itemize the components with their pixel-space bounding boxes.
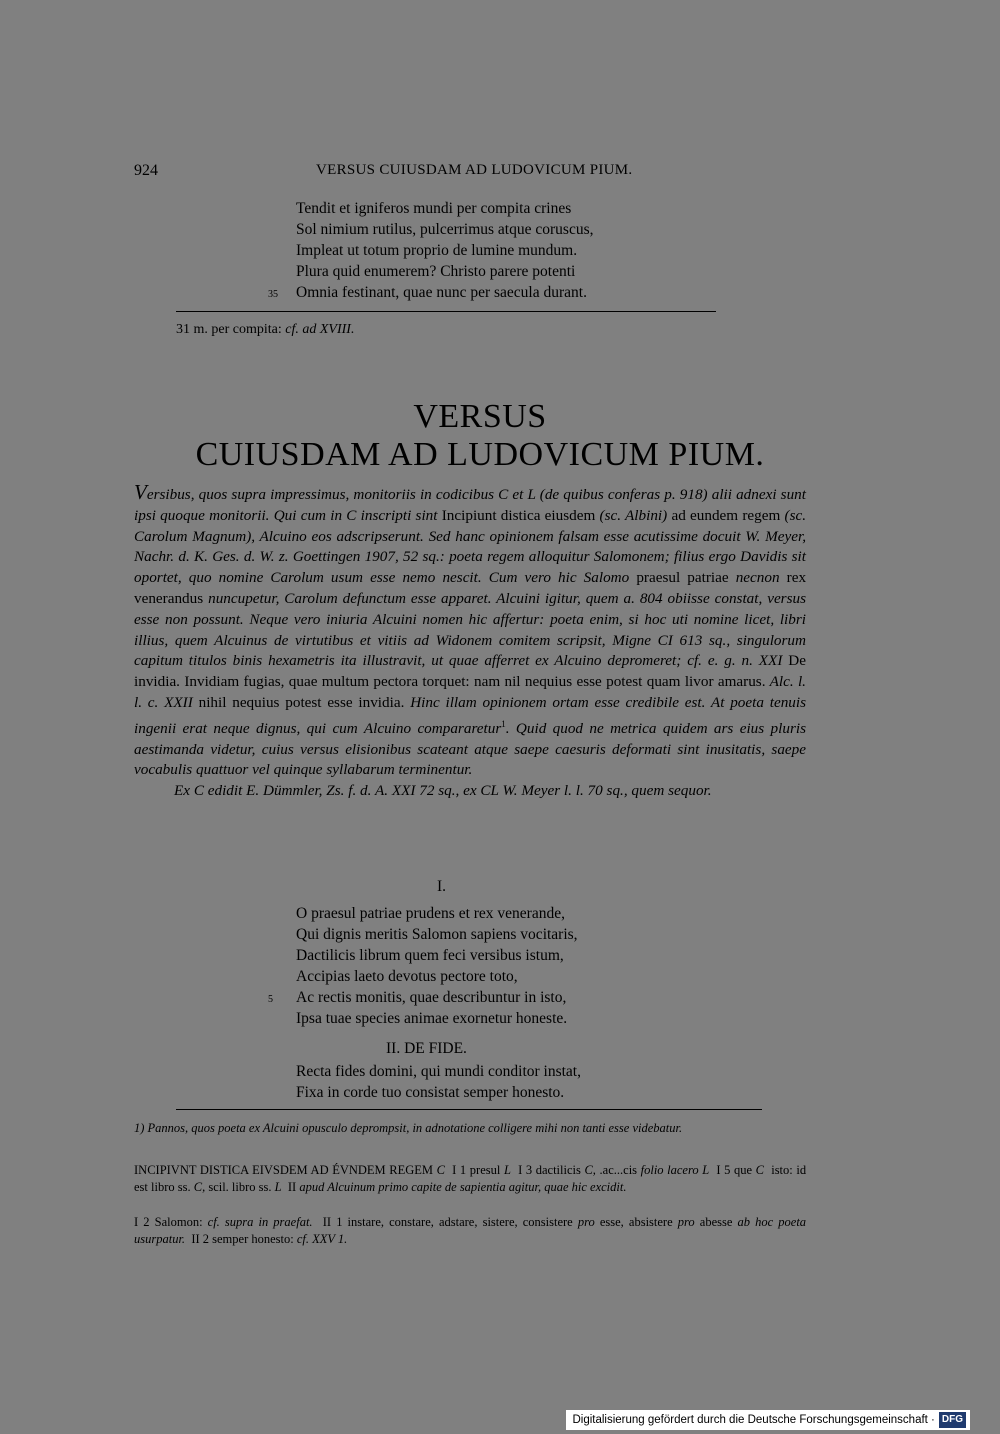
- introduction: [134, 482, 806, 802]
- heading-line-1: VERSUS: [413, 398, 547, 435]
- section-2-title: II. DE FIDE.: [386, 1040, 467, 1057]
- footnote-marker: 1: [501, 718, 506, 729]
- verse-line: [268, 987, 578, 1008]
- verse-line: [296, 219, 593, 240]
- heading-line-2: CUIUSDAM AD LUDOVICUM PIUM.: [195, 436, 765, 473]
- verse-line: [296, 945, 578, 966]
- verse-text: Ipsa tuae species animae exornetur honeste.: [296, 1010, 568, 1027]
- verse-line: [296, 1082, 581, 1103]
- verse-text: Ac rectis monitis, quae describuntur in isto,: [296, 989, 567, 1006]
- verse-line: [296, 1008, 578, 1029]
- verse-line: [296, 903, 578, 924]
- verse-line: [296, 261, 593, 282]
- separator-rule: [176, 1109, 762, 1110]
- verse-text: Tendit et igniferos mundi per compita crines: [296, 200, 572, 217]
- intro-paragraph-1: Versibus, quos supra impressimus, monitoriis in codicibus C et L (de quibus conferas p. 918) alii adnexi sunt ipsi quoque monitorii. Qui cum in C inscripti sint Incipiunt distica eiusdem (sc. Albini) ad eundem regem (sc. Carolum Magnum), Alcuino eos adscripserunt. Sed hanc opinionem falsam esse acutissime docuit W. Meyer, Nachr. d. K. Ges. d. W. z. Goettingen 1907, 52 sq.: poeta regem alloquitur Salomonem; filius ergo Davidis sit oportet, quo nomine Carolum usum esse nemo nescit. Cum vero hic Salomo praesul patriae necnon rex venerandus nuncupetur, Carolum defunctum esse apparet. Alcuini igitur, quem a. 804 obiisse constat, versus esse non possunt. Neque vero iniuria Alcuini nomen hic affertur: poeta enim, si hoc uti nomine licet, libri illius, quem Alcuinus de virtutibus et vitiis ad Widonem comitem scripsit, Migne CI 613 sq., singulorum capitum titulos binis hexametris ita illustravit, ut quae afferret ex Alcuino depromeret; cf. e. g. n. XXI De invidia. Invidiam fugias, quae multum pectora torquet: nam nil nequius esse potest quam livor amarus. Alc. l. l. c. XXII nihil nequius potest esse invidia. Hinc illam opinionem ortam esse credibile est. At poeta tenuis ingenii erat neque dignus, qui cum Alcuino compararetur$^1$. Quid quod ne metrica quidem ars eius pluris aestimanda videtur, cuius versus elisionibus scateant atque saepe caesuris deformati sint inusitatis, saepe vocabulis quattuor vel quinque syllabarum terminentur.: [134, 480, 807, 779]
- running-head: [134, 162, 814, 186]
- line-number: 35: [268, 289, 278, 300]
- verse-text: Impleat ut totum proprio de lumine mundum.: [296, 242, 578, 259]
- apparatus-1: INCIPIVNT DISTICA EIVSDEM AD ÉVNDEM REGEM C I 1 presul L I 3 dactilicis C, .ac...cis folio lacero L I 5 que C isto: id est libro ss. C, scil. libro ss. L II apud Alcuinum primo capite de sapientia agitur, quae hic excidit.: [134, 1163, 807, 1194]
- separator-rule: [176, 311, 716, 312]
- section-1-verses: [268, 903, 578, 1029]
- verse-text: Sol nimium rutilus, pulcerrimus atque coruscus,: [296, 221, 594, 238]
- top-note-ref: 31 m. per compita:: [176, 322, 282, 337]
- verse-line: [296, 240, 593, 261]
- section-1-title: I.: [437, 878, 447, 895]
- verse-text: Dactilicis librum quem feci versibus istum,: [296, 947, 564, 964]
- verse-line: [296, 924, 578, 945]
- page-number: 924: [134, 162, 158, 179]
- funding-footer: [566, 1410, 970, 1430]
- verse-text: Accipias laeto devotus pectore toto,: [296, 968, 518, 985]
- verse-line: [268, 282, 593, 303]
- drop-cap: V: [134, 480, 147, 504]
- verse-line: [296, 966, 578, 987]
- apparatus-2: I 2 Salomon: cf. supra in praefat. II 1 instare, constare, adstare, sistere, consistere pro esse, absistere pro abesse ab hoc poeta usurpatur. II 2 semper honesto: cf. XXV 1.: [134, 1215, 807, 1246]
- footnote-1: 1) Pannos, quos poeta ex Alcuini opusculo deprompsit, in adnotatione colligere mihi non tanti esse videbatur.: [134, 1121, 683, 1135]
- line-number: 5: [268, 994, 273, 1005]
- verse-text: Plura quid enumerem? Christo parere potenti: [296, 263, 576, 280]
- dfg-logo: DFG: [939, 1412, 966, 1428]
- funding-text: Digitalisierung gefördert durch die Deutsche Forschungsgemeinschaft ·: [572, 1414, 935, 1426]
- top-note-text: cf. ad XVIII.: [285, 322, 355, 337]
- top-verse-block: [268, 198, 594, 303]
- top-note: [176, 322, 354, 338]
- verse-text: Omnia festinant, quae nunc per saecula durant.: [296, 284, 587, 301]
- verse-line: [296, 198, 593, 219]
- verse-line: [296, 1061, 581, 1082]
- verse-text: O praesul patriae prudens et rex venerande,: [296, 905, 565, 922]
- running-title: VERSUS CUIUSDAM AD LUDOVICUM PIUM.: [316, 162, 633, 178]
- intro-paragraph-2: Ex C edidit E. Dümmler, Zs. f. d. A. XXI 72 sq., ex CL W. Meyer l. l. 70 sq., quem sequor.: [174, 782, 712, 800]
- verse-text: Recta fides domini, qui mundi conditor instat,: [296, 1063, 581, 1080]
- section-2-verses: [296, 1061, 581, 1103]
- verse-text: Fixa in corde tuo consistat semper honesto.: [296, 1084, 565, 1101]
- verse-text: Qui dignis meritis Salomon sapiens vocitaris,: [296, 926, 578, 943]
